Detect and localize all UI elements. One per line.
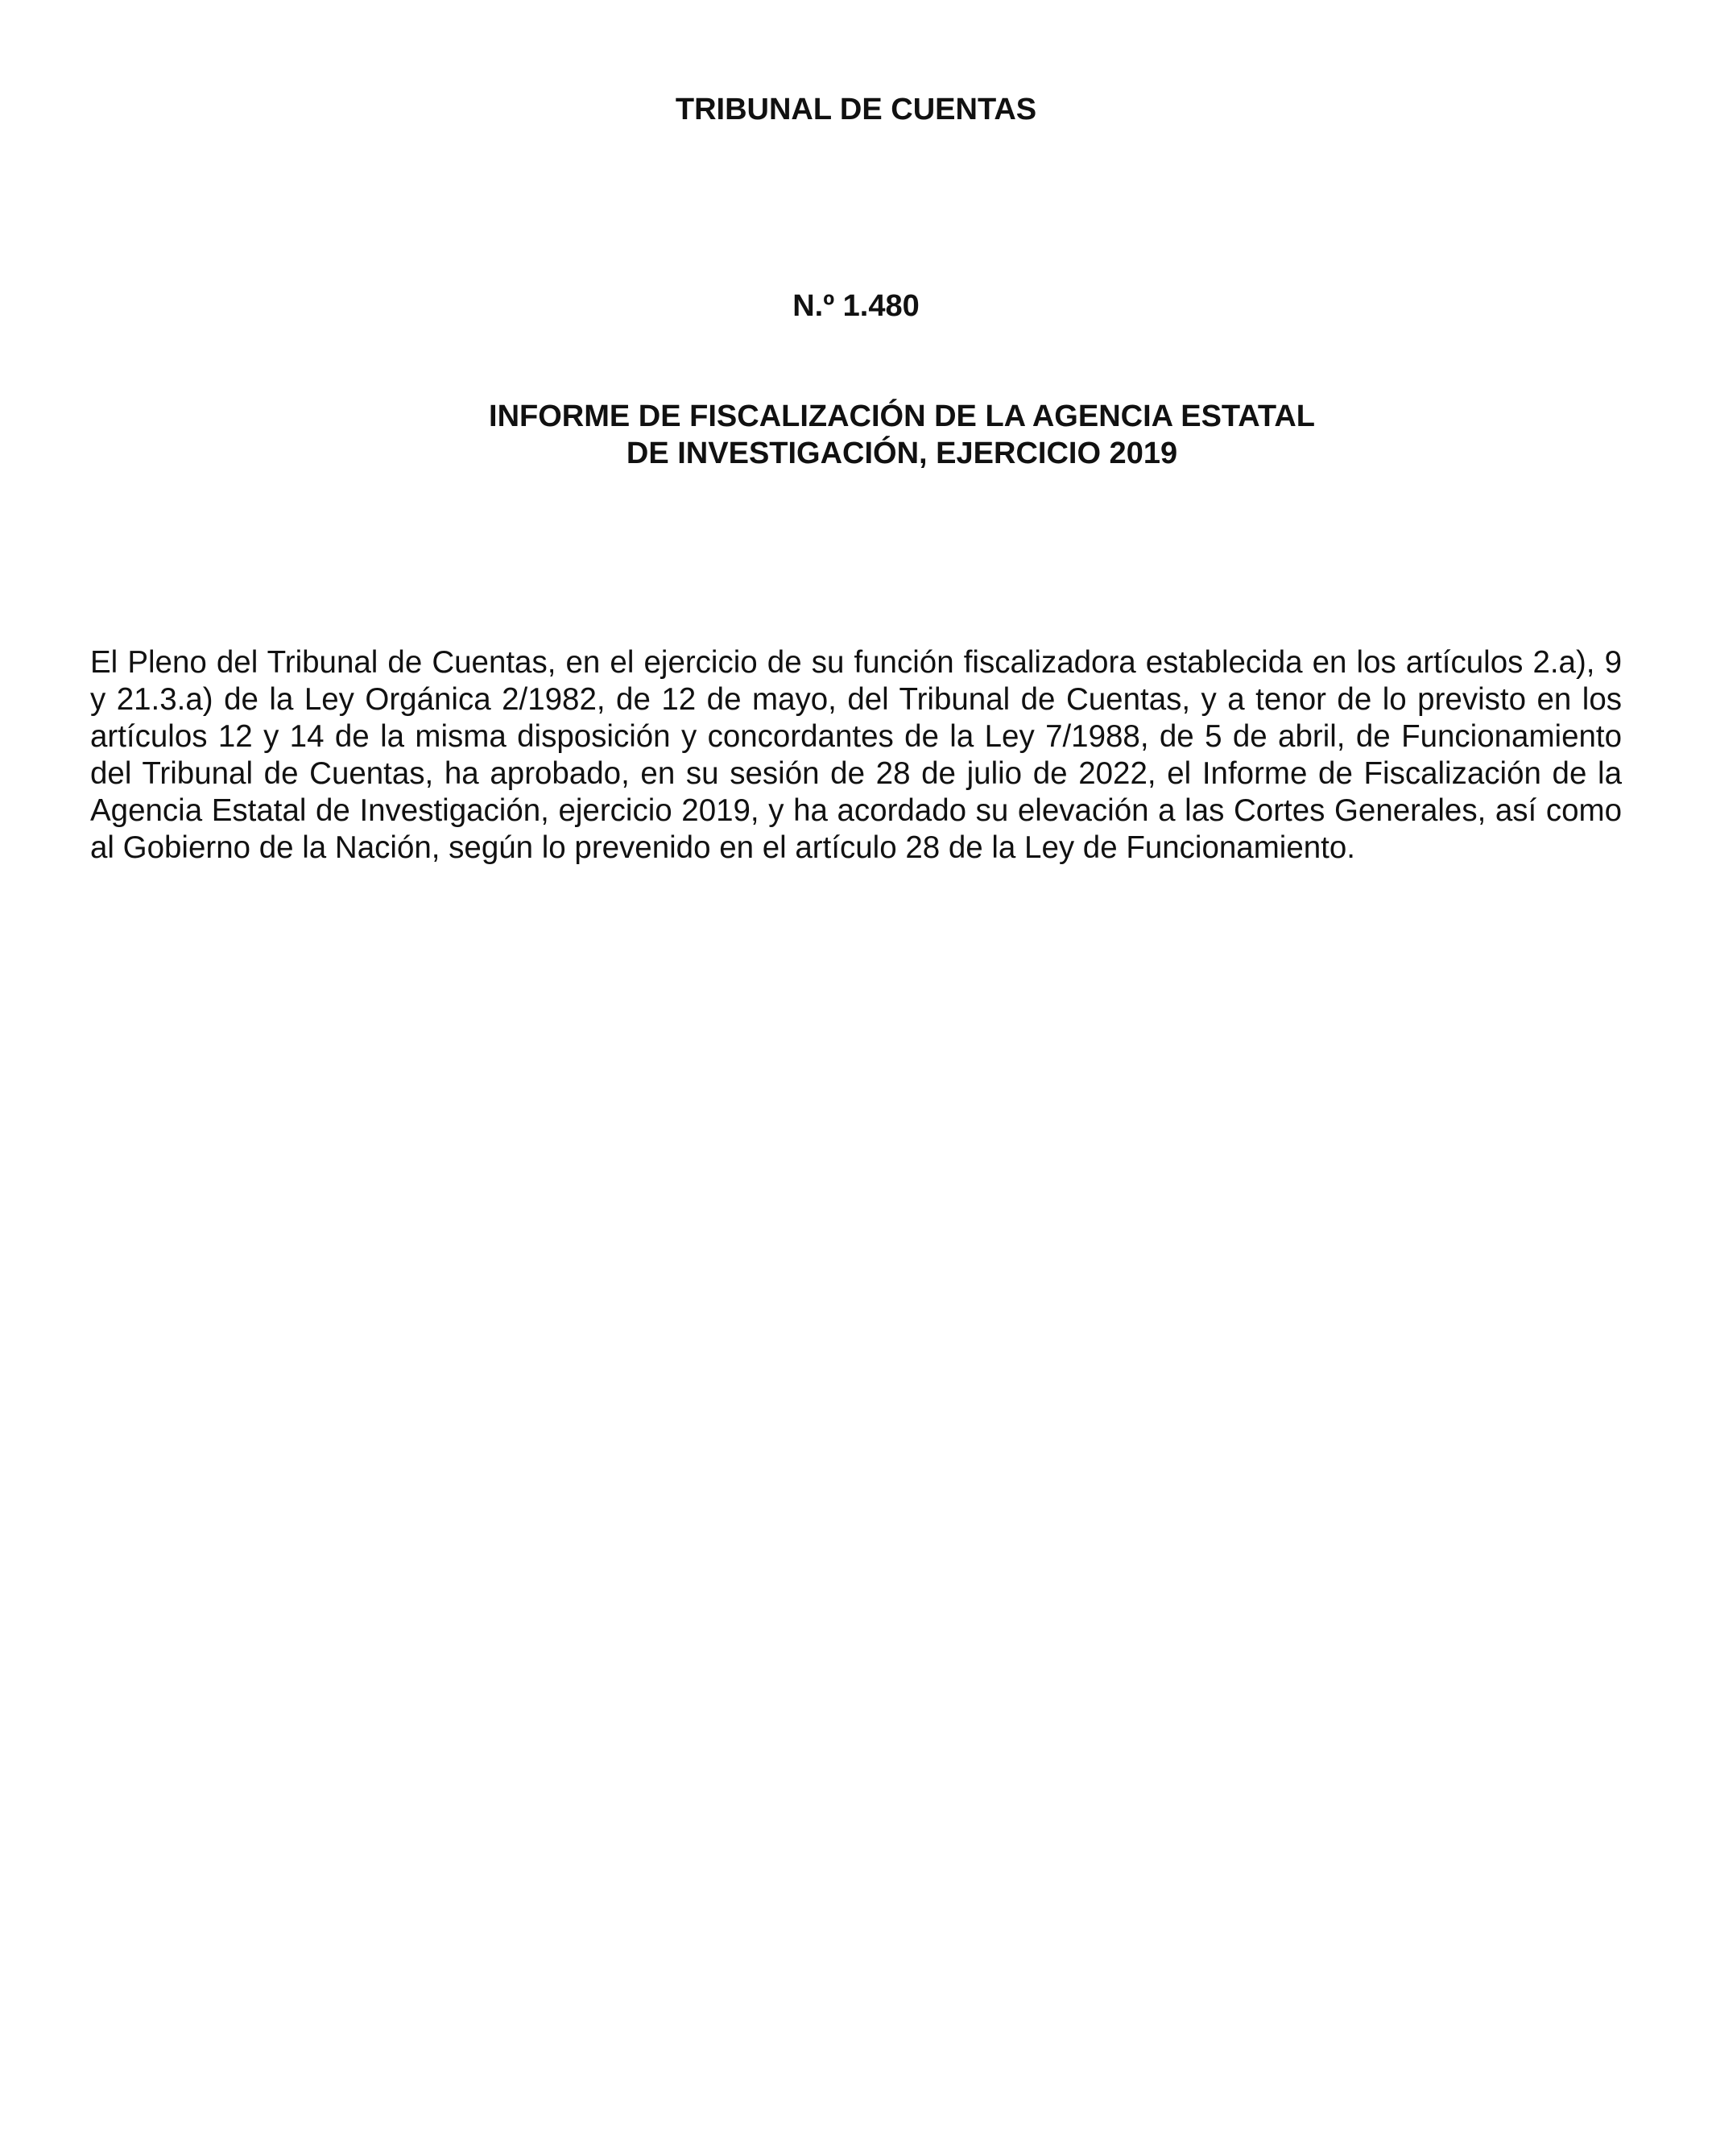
report-number: N.º 1.480 xyxy=(792,289,920,323)
institution-heading: TRIBUNAL DE CUENTAS xyxy=(675,93,1037,126)
report-title-line-1: INFORME DE FISCALIZACIÓN DE LA AGENCIA ESTATAL xyxy=(489,399,1315,433)
body-paragraph: El Pleno del Tribunal de Cuentas, en el ejercicio de su función fiscalizadora establecida en los artículos 2.a), 9 y 21.3.a) de la Ley Orgánica 2/1982, de 12 de mayo, del Tribunal de Cuentas, y a tenor de lo previsto en los artículos 12 y 14 de la misma disposición y concordantes de la Ley 7/1988, de 5 de abril, de Funcionamiento del Tribunal de Cuentas, ha aprobado, en su sesión de 28 de julio de 2022, el Informe de Fiscalización de la Agencia Estatal de Investigación, ejercicio 2019, y ha acordado su elevación a las Cortes Generales, así como al Gobierno de la Nación, según lo prevenido en el artículo 28 de la Ley de Funcionamiento. xyxy=(90,645,1622,865)
report-title-line-2: DE INVESTIGACIÓN, EJERCICIO 2019 xyxy=(626,437,1178,470)
report-title xyxy=(419,398,1385,472)
